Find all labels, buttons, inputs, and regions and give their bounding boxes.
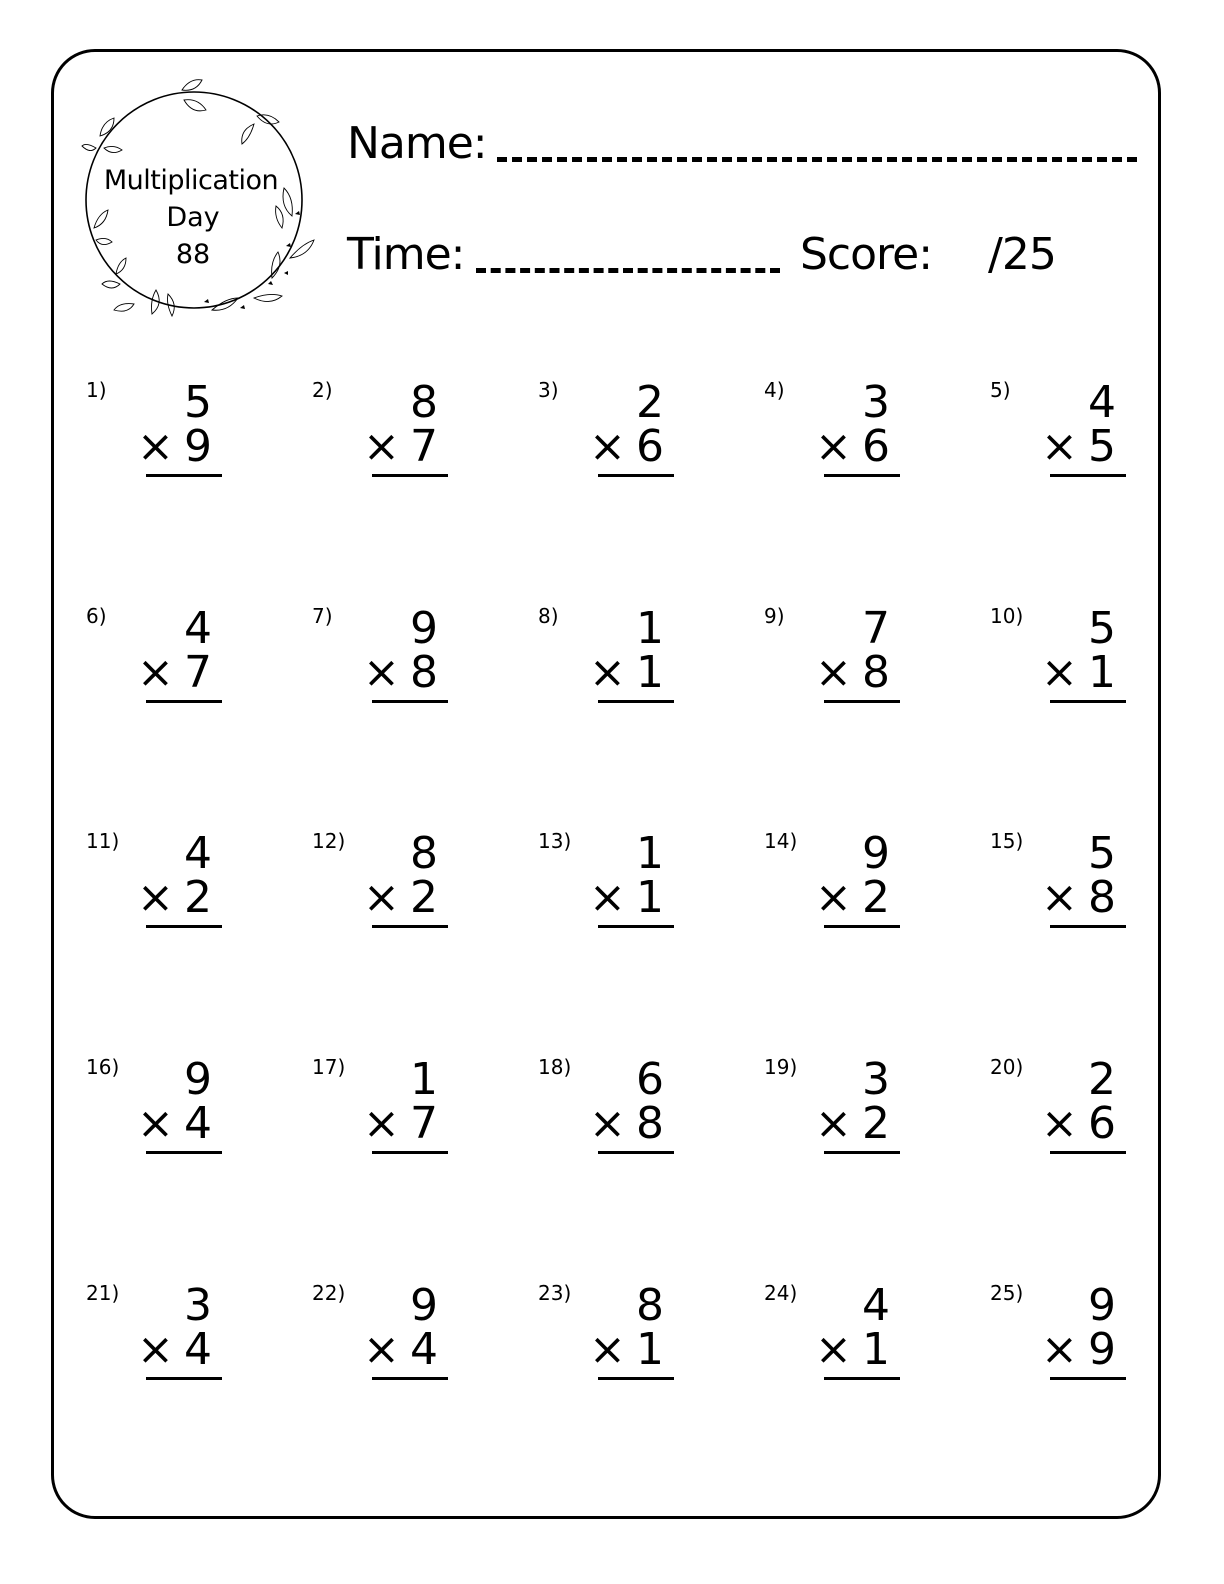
problem-number: 7): [312, 604, 333, 628]
multiplier: 5: [1088, 421, 1116, 472]
problem-item: [312, 1281, 450, 1401]
problem-number: 13): [538, 829, 572, 853]
multiplier-row: [1041, 1324, 1116, 1375]
multiplicand: 4: [184, 828, 212, 879]
multiplier: 2: [410, 872, 438, 923]
multiplicand: 1: [410, 1054, 438, 1105]
multiplier: 4: [410, 1324, 438, 1375]
answer-line[interactable]: [598, 700, 674, 703]
multiply-sign-icon: ×: [363, 1098, 400, 1149]
problem-number: 19): [764, 1055, 798, 1079]
multiplicand: 9: [410, 1280, 438, 1331]
problem-item: [764, 829, 902, 949]
multiplier: 7: [184, 647, 212, 698]
name-field[interactable]: [497, 157, 1137, 162]
multiplier-row: [363, 647, 438, 698]
multiply-sign-icon: ×: [589, 1098, 626, 1149]
multiplicand: 2: [636, 377, 664, 428]
problem-number: 6): [86, 604, 107, 628]
multiply-sign-icon: ×: [815, 1098, 852, 1149]
multiplier-row: [137, 1324, 212, 1375]
multiplier: 8: [410, 647, 438, 698]
multiplier-row: [815, 872, 890, 923]
problem-item: [312, 378, 450, 498]
badge-day-number: 88: [175, 239, 211, 270]
answer-line[interactable]: [598, 1377, 674, 1380]
answer-line[interactable]: [372, 474, 448, 477]
multiplier-row: [815, 1098, 890, 1149]
problem-item: [764, 1281, 902, 1401]
problem-item: [312, 829, 450, 949]
multiplier-row: [589, 1324, 664, 1375]
multiply-sign-icon: ×: [589, 872, 626, 923]
multiply-sign-icon: ×: [137, 1324, 174, 1375]
multiplicand: 9: [410, 603, 438, 654]
problem-item: [312, 1055, 450, 1175]
multiplier-row: [589, 872, 664, 923]
multiplier: 1: [636, 872, 664, 923]
problem-item: [538, 378, 676, 498]
multiplier: 2: [862, 1098, 890, 1149]
problem-item: [86, 378, 224, 498]
multiplier: 9: [184, 421, 212, 472]
multiplier-row: [363, 1098, 438, 1149]
multiplicand: 9: [1088, 1280, 1116, 1331]
multiplier: 6: [1088, 1098, 1116, 1149]
answer-line[interactable]: [824, 474, 900, 477]
answer-line[interactable]: [146, 700, 222, 703]
answer-line[interactable]: [372, 1151, 448, 1154]
multiplier: 8: [862, 647, 890, 698]
problem-item: [764, 604, 902, 724]
problem-number: 25): [990, 1281, 1024, 1305]
problem-number: 12): [312, 829, 346, 853]
problem-number: 3): [538, 378, 559, 402]
multiplier-row: [1041, 421, 1116, 472]
multiplier-row: [815, 421, 890, 472]
multiplier: 7: [410, 421, 438, 472]
multiplicand: 3: [862, 1054, 890, 1105]
multiplier-row: [363, 1324, 438, 1375]
problem-number: 23): [538, 1281, 572, 1305]
name-label: Name:: [347, 118, 487, 169]
multiplier-row: [137, 647, 212, 698]
problem-item: [990, 1281, 1128, 1401]
answer-line[interactable]: [146, 925, 222, 928]
multiplier: 8: [636, 1098, 664, 1149]
multiplicand: 9: [862, 828, 890, 879]
multiplier-row: [137, 872, 212, 923]
multiplicand: 8: [410, 828, 438, 879]
multiplier: 8: [1088, 872, 1116, 923]
multiply-sign-icon: ×: [1041, 1098, 1078, 1149]
problem-number: 17): [312, 1055, 346, 1079]
multiply-sign-icon: ×: [589, 421, 626, 472]
problem-number: 20): [990, 1055, 1024, 1079]
multiplier: 9: [1088, 1324, 1116, 1375]
problem-item: [86, 1281, 224, 1401]
problem-item: [990, 1055, 1128, 1175]
badge-title: [72, 162, 322, 273]
multiplier: 1: [862, 1324, 890, 1375]
answer-line[interactable]: [824, 925, 900, 928]
problem-item: [86, 1055, 224, 1175]
problem-item: [538, 1281, 676, 1401]
multiplicand: 7: [862, 603, 890, 654]
problem-number: 5): [990, 378, 1011, 402]
multiplicand: 6: [636, 1054, 664, 1105]
multiplier-row: [589, 647, 664, 698]
multiplicand: 1: [636, 828, 664, 879]
multiplicand: 5: [1088, 603, 1116, 654]
multiplicand: 8: [410, 377, 438, 428]
multiply-sign-icon: ×: [363, 872, 400, 923]
problem-number: 9): [764, 604, 785, 628]
multiply-sign-icon: ×: [363, 1324, 400, 1375]
multiplier: 2: [184, 872, 212, 923]
problem-item: [764, 1055, 902, 1175]
answer-line[interactable]: [1050, 474, 1126, 477]
problem-item: [312, 604, 450, 724]
multiplier-row: [363, 421, 438, 472]
problem-item: [990, 604, 1128, 724]
multiplicand: 1: [636, 603, 664, 654]
multiplier: 4: [184, 1098, 212, 1149]
multiplicand: 3: [862, 377, 890, 428]
multiply-sign-icon: ×: [363, 647, 400, 698]
answer-line[interactable]: [146, 1377, 222, 1380]
answer-line[interactable]: [1050, 1377, 1126, 1380]
multiplier: 4: [184, 1324, 212, 1375]
answer-line[interactable]: [1050, 700, 1126, 703]
answer-line[interactable]: [824, 1151, 900, 1154]
multiply-sign-icon: ×: [137, 872, 174, 923]
problem-item: [538, 829, 676, 949]
problem-number: 24): [764, 1281, 798, 1305]
answer-line[interactable]: [824, 700, 900, 703]
problem-item: [86, 604, 224, 724]
time-field[interactable]: [476, 268, 780, 273]
multiplicand: 8: [636, 1280, 664, 1331]
multiplier-row: [815, 647, 890, 698]
problem-item: [990, 829, 1128, 949]
multiplier-row: [363, 872, 438, 923]
problem-number: 4): [764, 378, 785, 402]
multiplicand: 3: [184, 1280, 212, 1331]
time-label: Time:: [347, 229, 465, 280]
multiply-sign-icon: ×: [1041, 647, 1078, 698]
badge-subtitle: Day: [166, 202, 220, 233]
multiplier-row: [589, 421, 664, 472]
multiply-sign-icon: ×: [137, 421, 174, 472]
multiply-sign-icon: ×: [137, 647, 174, 698]
problem-number: 10): [990, 604, 1024, 628]
problem-item: [990, 378, 1128, 498]
answer-line[interactable]: [146, 474, 222, 477]
answer-line[interactable]: [598, 1151, 674, 1154]
answer-line[interactable]: [372, 1377, 448, 1380]
problem-number: 14): [764, 829, 798, 853]
multiply-sign-icon: ×: [589, 1324, 626, 1375]
multiply-sign-icon: ×: [363, 421, 400, 472]
multiplier: 1: [636, 1324, 664, 1375]
multiplier-row: [815, 1324, 890, 1375]
problem-number: 16): [86, 1055, 120, 1079]
problem-number: 15): [990, 829, 1024, 853]
problem-number: 2): [312, 378, 333, 402]
multiplier-row: [137, 1098, 212, 1149]
multiply-sign-icon: ×: [1041, 421, 1078, 472]
answer-line[interactable]: [146, 1151, 222, 1154]
multiplier: 7: [410, 1098, 438, 1149]
problem-number: 8): [538, 604, 559, 628]
problem-item: [86, 829, 224, 949]
answer-line[interactable]: [372, 925, 448, 928]
multiply-sign-icon: ×: [1041, 872, 1078, 923]
multiplier: 1: [636, 647, 664, 698]
multiplicand: 9: [184, 1054, 212, 1105]
multiply-sign-icon: ×: [815, 421, 852, 472]
multiplicand: 5: [184, 377, 212, 428]
problem-number: 21): [86, 1281, 120, 1305]
multiplier: 6: [862, 421, 890, 472]
badge-title-text: Multiplication: [103, 165, 279, 196]
multiplicand: 2: [1088, 1054, 1116, 1105]
multiply-sign-icon: ×: [1041, 1324, 1078, 1375]
answer-line[interactable]: [1050, 1151, 1126, 1154]
problem-number: 18): [538, 1055, 572, 1079]
multiply-sign-icon: ×: [589, 647, 626, 698]
multiplier-row: [137, 421, 212, 472]
answer-line[interactable]: [824, 1377, 900, 1380]
multiplicand: 4: [184, 603, 212, 654]
problem-item: [538, 1055, 676, 1175]
multiply-sign-icon: ×: [815, 1324, 852, 1375]
problem-number: 1): [86, 378, 107, 402]
answer-line[interactable]: [598, 474, 674, 477]
multiplier-row: [1041, 1098, 1116, 1149]
multiply-sign-icon: ×: [815, 872, 852, 923]
multiply-sign-icon: ×: [137, 1098, 174, 1149]
multiplier: 6: [636, 421, 664, 472]
answer-line[interactable]: [372, 700, 448, 703]
multiplicand: 4: [1088, 377, 1116, 428]
answer-line[interactable]: [1050, 925, 1126, 928]
multiplier-row: [1041, 872, 1116, 923]
multiplier-row: [1041, 647, 1116, 698]
multiplier-row: [589, 1098, 664, 1149]
problem-number: 11): [86, 829, 120, 853]
multiplicand: 5: [1088, 828, 1116, 879]
problem-item: [538, 604, 676, 724]
multiply-sign-icon: ×: [815, 647, 852, 698]
answer-line[interactable]: [598, 925, 674, 928]
multiplicand: 4: [862, 1280, 890, 1331]
multiplier: 2: [862, 872, 890, 923]
score-label: Score:: [800, 229, 933, 280]
problem-item: [764, 378, 902, 498]
multiplier: 1: [1088, 647, 1116, 698]
score-total: /25: [988, 229, 1056, 280]
problem-number: 22): [312, 1281, 346, 1305]
